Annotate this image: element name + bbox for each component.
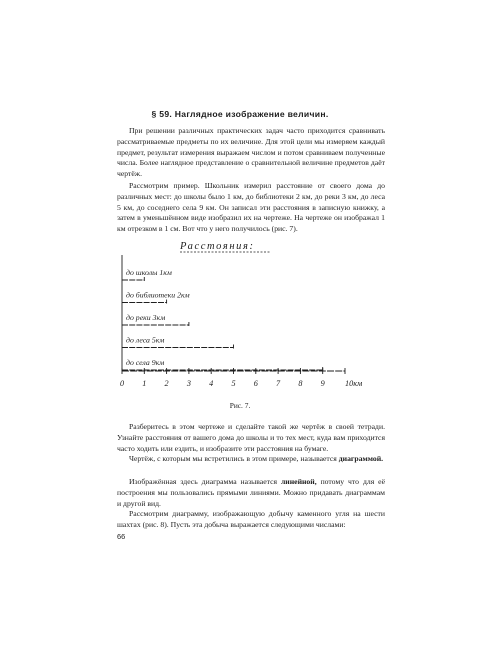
distance-bar-label: до села 9км [126,358,165,367]
paragraph-coal-example: Рассмотрим диаграмму, изображающую добычу каменного угля на шести шахтах (рис. 8). Пусть эта добыча выражается следующими числами: [117,509,385,529]
paragraph-exercise: Разберитесь в этом чертеже и сделайте такой же чертёж в своей тетради. Узнайте расстояния от вашего дома до школы и то тех мест, куда вам приходится часто ходить или ездить, и изобразите эти расстояния на бумаге. [117,422,385,453]
paragraph-intro: При решении различных практических задач часто приходится сравнивать рассматриваемые предметы по их величине. Для этой цели мы измеряем каждый предмет, результат измерения выражаем числом и потом сравниваем полученные числа. Более наглядное представление о сравнительной величине предметов даёт чертёж. [117,126,385,179]
x-axis-tick-label: 3 [186,379,191,388]
paragraph-diagram-definition [117,454,385,465]
x-axis-tick-label: 5 [231,379,236,388]
term-diagram: диаграммой. [338,454,384,463]
section-heading: § 59. Наглядное изображение величин. [151,109,329,119]
figure-caption: Рис. 7. [229,401,251,410]
distance-bar-label: до леса 5км [126,335,165,345]
x-axis-tick-label: 2 [164,379,169,388]
term-linear: линейной, [280,477,317,486]
x-axis-tick-label: 6 [253,379,258,388]
x-axis-tick-label: 0 [119,379,125,388]
x-axis-tick-label: 10км [345,379,363,388]
definition-text: Чертёж, с которым мы встретились в этом примере, называется [129,454,339,463]
x-axis-tick-label: 8 [298,379,303,388]
distance-line-diagram [110,237,370,397]
x-axis-tick-label: 1 [142,379,147,388]
chart-title: Расстояния: [180,241,255,252]
x-axis-tick-label: 9 [320,379,325,388]
x-axis-tick-label: 4 [209,379,214,388]
distance-bar-label: до школы 1км [126,268,172,277]
distance-bar-label: до реки 3км [126,313,166,322]
paragraph-line-diagram [117,477,385,509]
line-diagram-text: Изображённая здесь диаграмма называется [129,477,281,486]
x-axis-tick-label: 7 [276,379,281,388]
page-number: 66 [117,532,126,541]
distance-bar-label: до библиотеки 2км [126,290,190,300]
line-diagram-rest: потому что для её построения мы пользовались прямыми линиями. Можно придавать диаграммам и другой вид. [117,477,385,508]
paragraph-example: Рассмотрим пример. Школьник измерил расстояние от своего дома до различных мест: до школы было 1 км, до библиотеки 2 км, до реки 3 км, до леса 5 км, до соседнего села 9 км. Он записал эти расстояния в записную книжку, а затем в уменьшённом виде изобразил их на чертеже. На чертеже он изображал 1 км отрезком в 1 см. Вот что у него получилось (рис. 7). [117,181,385,234]
